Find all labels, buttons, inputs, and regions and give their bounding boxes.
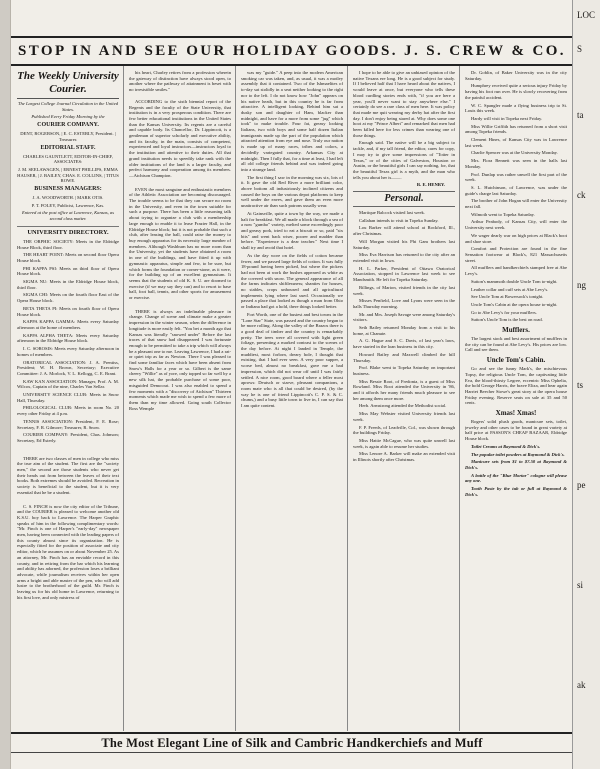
letter-paragraph: The first thing I saw in the morning was six, lots of it. It gave the old Red River a more brilliant color, above bottom all industriously inclined citizens and caused the boys on the various depot platforms to keep well under the eaves, and gave them an even more unattractive air than such patrons usually wear.	[241, 174, 343, 209]
editorial-paragraph: C. S. FINCH is now the city editor of the Tribune, and the COURIER is pleased to welcome another old K.S.U. boy back to Lawrence. The Harper Graphic speaks of him in the following complimentary words: "Mr. Finch is one of Harper's "early-day" newspaper men, having been connected with the leading papers of this county almost since its organization. He is especially fitted for the position of associate and city editor, which he assumes on or about November 25. As an attorney, Mr. Finch has an enviable record in this county, and in retiring from the bar which his learning and ability has adorned, the profession loses a brilliant advocate, while journalism receives within her open arms a bright and able master of the pen, who will add lustre to the brotherhood of the guild. Mr. Finch is leaving us for his old home in Lawrence, returning to his first love, and only mistress of	[17, 503, 119, 600]
personal-item: Billings, of Marion, visited friends in the city last week.	[353, 284, 455, 296]
column-1	[17, 70, 119, 730]
edge-fragment: ts	[577, 380, 584, 390]
personal-item: Miss Eva Harrison has returned to the city after an extended visit in Iowa.	[353, 252, 455, 263]
personal-item: Hardy will visit in Topeka next Friday.	[471, 115, 543, 121]
directory-entry: ORATORICAL ASSOCIATION: J. A. Prentiss, President; W. H. Brown, Secretary; Executive Committee: J. A. Morlock, V. L. Kellogg, C. E. Brant.	[17, 359, 119, 376]
letter-paragraph: was my "guide." A peep into the modern American smoking car was taken, and, as usual, it was a motley assembly that it contained. Two of the Ishmaelites of to-day sat stolidly in a seat neither looking to the right nor to the left. I do not know how "John" appears on his native heath, but in this country he is far from attractive. A intelligent looking, Behind him sat a dusky son and daughter of Ham, blacker than midnight, and have for a more from some "jug" which took" to make trouble. Four fat, greasy looking Italians, two with boys and some half dozen Italian immigrants made up the part of the population which attracted attention from eye and nose. Truly our nation is made up of many races, tribes and colors, a decidedly variegated country. Arkansas City at midnight. Then I fully that, for a time at least, I had left all old college friends behind and was indeed going into a strange land.	[241, 70, 343, 172]
personal-item: Callahan intends to visit in Topeka Sunday.	[359, 217, 439, 223]
directory-entry: TENNIS ASSOCIATION: President, F. E. Rose; Secretary, F. R. Gilmore; Treasurer, R. Snow.	[17, 418, 119, 430]
personal-item: Miss Willie Griffith has returned from a short visit among Topeka friends.	[465, 123, 567, 135]
business-managers-heading: BUSINESS MANAGERS:	[34, 186, 102, 193]
edge-fragment: ak	[577, 680, 586, 690]
edge-fragment: LOC	[577, 10, 595, 20]
personal-item: Mrs. Flora Bennett was seen in the halls last Monday.	[465, 158, 567, 169]
personal-item: We wager dearly war on high prices at Black's boot and shoe store.	[465, 232, 567, 244]
column-3	[241, 70, 343, 730]
associates: J. M. SEELAWAGEN, | ERNEST PHILLIPS, EMMA HAUSER, | J. BAILEY, CHAS. E. COLLINS, | TITUS ROWE.	[17, 166, 119, 184]
personal-item: See Uncle Tom at Bowersock's tonight.	[471, 294, 544, 300]
masthead-subtitle: The Largest College Journal Circulation in the United States.	[17, 101, 119, 112]
directory-entry: THE ORPHIC SOCIETY: Meets in the Eldridge House Block, third floor.	[17, 238, 119, 250]
editorial-paragraph: his heart, Charley retires from a profession wherein the gateway of distinction have always stood open, to another where the pathway of attainment is beset with no irresistible smiles."	[129, 70, 231, 93]
personal-heading: Personal.	[353, 191, 455, 207]
xmas-heading: Xmas! Xmas!	[495, 409, 537, 418]
personal-item: Prof. Dunlap was rather unwell the first part of the week.	[465, 171, 567, 183]
personal-item: Comfort and Protection are found in the fine Sensation footwear at Black's, 821 Massachusetts street.	[465, 246, 567, 263]
mufflers-heading: Mufflers.	[502, 326, 530, 335]
edge-fragment: ta	[577, 110, 584, 120]
edge-fragment: si	[577, 580, 584, 590]
letter-paragraph: I hope to be able to give an unbiased opinion of the native Texans ere long. He is a good subject for study. If I believed half that I have heard about the natives, I would leave at once, but everyone who tells these blood curdling stories ends with, "if you are here a year, you'll never want to stay anywhere else." I certainly do see a rare class of men here. It was policy that made me quit wearing my derby hat after the first day. I don't enjoy being stared at. Why does some one hoot at my "Prince Albert" and remarked that men had been killed here for less crimes than wearing one of those things.	[353, 70, 455, 138]
directory-entry: THE HEART POINT: Meets on second floor Opera House block.	[17, 252, 119, 263]
column-rule	[347, 66, 348, 731]
business-managers: J. A. WOODWORTH. | MARK OTIS.	[32, 195, 104, 201]
column-rule	[235, 66, 236, 731]
edge-fragment: ck	[577, 190, 586, 200]
letter-signature: R. E. HENRY.	[416, 182, 445, 188]
advertisement: Rogers' solid plush goods, manicure sets, toilet, jewelry and other cases to be found in great variety at half price at PASSON'S CHEAP BAZAAR, Eldridge House block.	[465, 419, 567, 442]
directory-entry: SIGMA CHI: Meets on the fourth floor East of the Opera House block.	[17, 292, 119, 304]
edge-fragment: pe	[577, 480, 586, 490]
personal-item: Herb. Armstrong attended the Methodist social.	[359, 403, 447, 409]
personal-item: Charlie Spencer was at the University Monday.	[471, 150, 558, 156]
personal-item: Miss Hattie McCague, who was quite unwell last week, is again able to resume her studies.	[353, 437, 455, 449]
editorial-paragraph: EVEN the most sanguine and enthusiastic members of the Athletic Association are becoming discouraged. The trouble seems to be that they can secure no room in the University, and even in the town suitable for such a purpose. There has been a little reasoning talk about trying to organize a club with a membership large enough to enable it to lease Frazier Hall, in the Eldridge House block; but it is not probable that such a club, after leasing the hall, could raise the money to buy enough apparatus for its necessity large number of members. Although Washburn has no more room than the University, yet the students have obtained a room in one of the buildings, and have fitted it up with gymnastic apparatus, simple and few, to be sure, but which forms the foundation or corner-stone, as it were, for the building up of an excellent gymnasium. It seems that the students of old K. S. U. are doomed to exercise (if we may say they can) and to resort to base ball, foot ball, tennis, and other sports for amusement or exercise.	[129, 186, 231, 301]
editorial-staff-heading: EDITORIAL STAFF.	[40, 144, 96, 151]
personal-item: W. C. Spangler made a flying business trip to St. Louis this week.	[465, 102, 567, 114]
directory-entry: COURIER COMPANY: President, Chas. Johnson; Secretary, Ed Esterly.	[17, 432, 119, 443]
personal-item: H. L. Parker, President of Ottawa Oratorical Association, stopped in Lawrence last week to see Mandsmith. He left for Topeka Saturday.	[353, 265, 455, 283]
personal-item: Sutton's mammoth double Uncle Tom to-night.	[471, 278, 558, 284]
column-5	[465, 70, 567, 730]
adjacent-page-edge	[572, 0, 600, 769]
directory-entry: SIGMA NU: Meets in the Eldridge House block, third floor.	[17, 279, 119, 290]
personal-item: Uncle Tom's Cabin at the opera house to-night.	[471, 301, 558, 307]
advertisement: Toilet Creams at Raymond & Dick's.	[471, 443, 541, 449]
personal-item: Miss Bessie Root, of Fredonia, is a guest of Miss Rowland. Miss Root attended the University in '86, and it affords her many friends much pleasure to see her among them once more.	[353, 378, 455, 401]
personal-item: Prof. Blake went to Topeka Saturday on important business.	[353, 365, 455, 376]
uncle-tom-heading: Uncle Tom's Cabin.	[486, 356, 546, 365]
personal-item: All mufflers and handkerchiefs stamped free at Abe Levy's.	[465, 265, 567, 277]
column-4	[353, 70, 455, 730]
directory-entry: PHI KAPPA PSI: Meets on third floor of Opera House block.	[17, 265, 119, 277]
editorial-paragraph: ACCORDING to the sixth biennial report of the Regents and the faculty of the State University, that institution is in a very prosperous condition. There are few better educational institutions in the United States than the Kansas University. Its regents are a careful and capable body. Its Chancellor, Dr. Lippincott, is a gentleman of superior scholarly and executive ability, and its faculty, in the main, consists of competent, experienced and loyal instructors—instructors loyal to the institution and attentive to their duties. All that grand institution needs to speedily take rank with the older institutions of the land is a larger faculty, and perfect harmony and cooperation among its members.—Atchison Champion.	[129, 98, 231, 178]
publicist: P. T. FOLEY, Publicist, Lawrence, Kas.	[31, 202, 105, 208]
holiday-goods-banner: STOP IN AND SEE OUR HOLIDAY GOODS. J. S. CREW & CO.	[11, 36, 573, 66]
newspaper-page	[10, 0, 574, 769]
letter-paragraph: As the day wore on the fields of cotton became fewer, and we passed large fields of cotton. It was fully 18-pound having been picked, but where the pickers had not been at work the bushes appeared as white as the covered with snow. The general appearance of all the farms indicates shiftlessness; shanties for houses, no stables, crops unhoused and all agricultural implements lying where last used. Occasionally we passed a place that looked as though a man from Ohio or Indiana had got a hold, there things looked better.	[241, 252, 343, 310]
personal-item: A. G. Hague and S. C. Davis, of last year's laws, have started in the loan business in this city.	[353, 338, 455, 350]
personal-item: Mr. and Mrs. Joseph Savage were among Saturday's visitors.	[353, 311, 455, 323]
column-rule	[459, 66, 460, 731]
masthead: The Weekly University Courier.	[17, 70, 119, 99]
officers: DENT, ROGERSON, | E. C. ESTERLY, President. | Treasurer.	[20, 131, 116, 142]
directory-entry: UNIVERSITY SCIENCE CLUB: Meets in Snow Hall, Thursday.	[17, 392, 119, 403]
editorial-paragraph: THERE is always an indefinable pleasure in change. Change of scene and climate make a greater impression in the winter season, when the difference in longitude is more easily felt. "You bet a month ago that Kansas was literally "snowed under" Before the last traces of that snow had disappeared I was fortunate enough to be permitted to take a trip which will always be a pleasant one to me. Leaving Lawrence, I had a rat-or quiet trip as far as Newton. There I was pleased to find some familiar faces which have been absent from Snow's Halls for a year or so. Gilbert is the same cheery "Willie" as of yore, only topped so far well by a new silk hat, the probable purchase of some poor, misguided Democrat. I was also enabled to spend a few moments with a "discovery of Atchison" Thirteen moments which made me wish to spend a few more of them than my time allowed. Going south Collector Ross Wemple	[129, 308, 231, 411]
personal-item: Leather collar and cuff sets at Abe Levy's.	[471, 286, 549, 292]
directory-entry: I. C. SOROSIS: Meets every Saturday afternoon in homes of members.	[17, 346, 119, 357]
column-2	[129, 70, 231, 730]
personal-item: Clement Hines, of Kansas City was in Lawrence last week.	[465, 137, 567, 148]
letter-paragraph: Fort Worth, one of the busiest and best towns in the "Lone Star" State, was passed and the country began to be more rolling. Along the valley of the Brazos there is a good deal of timber and the country is remarkably pretty. The trees were all covered with light green foliage, presenting a marked contrast to the scenes of the day before. At night I landed in Temple, the muddiest, most forlorn, dreary hole, I thought that existing, that I had ever seen. A very poor supper, a worse bed, almost no breakfast, gave me a bad impression, which did not wear off until I was fairly settled. A nice room, good board where a feller most aprows: Deutsch or starve, pleasant companions, a room mate who is all that could be desired, (by the way he is one of friend Lippincott's C. P. S. & C. chums,) and a busy little town to live in, I can say that I am quite content.	[241, 311, 343, 409]
chief-editor: CHARLES GAUNTLETT, EDITOR-IN-CHIEF, ASSOCIATES:	[22, 153, 114, 165]
personal-item: Miss Lenore A. Barker will make an extended visit in Illinois shortly after Christmas.	[353, 451, 455, 463]
personal-item: Miss May Webster visited University friends last week.	[353, 411, 455, 422]
directory-entry: KAW KAN ASSOCIATION: Manager, Prof. A. M. Wilcox, Captain of the nine, Charles Van Sellar.	[17, 378, 119, 390]
personal-item: S. L. Hutchinson, of Lawrence, was under the guide's charge last Saturday.	[465, 184, 567, 196]
letter-paragraph: Enough said. The native will be a big subject to tackle, and, if my tall friend, the editor, cares for copy, I may try to give some impressions of "Totter in Texas," or of the cities of Galveston, Houston or Austin, or the beautiful girls I can say nothing, for, that the beautiful Texas girl is a myth, and the man who tells you about her is——.	[353, 140, 455, 180]
advertisement: Tooth Paste by the tub or full at Raymond & Dick's.	[465, 486, 567, 497]
handkerchiefs-footer-ad: The Most Elegant Line of Silk and Cambric Handkerchiefs and Muff	[11, 732, 573, 753]
personal-item: Will Morgan visited his Phi Gam brothers last Saturday.	[353, 238, 455, 250]
publisher-note: Published Every Friday Morning by the	[31, 114, 105, 120]
personal-item: Humphrey received quite a serious injury Friday by having his foot run over. He is slowly recovering from the painful accident.	[465, 83, 567, 100]
personal-item: The brother of John Hogan will enter the University next fall.	[465, 198, 567, 210]
personal-item: Wilmoth went to Topeka Saturday.	[471, 211, 535, 217]
advertisement: Manicure sets from $1 to $7.50 at Raymond & Dick's.	[465, 459, 567, 470]
personal-item: Howard Bailey and Maxwell climbed the hill Thursday.	[353, 351, 455, 363]
directory-heading: UNIVERSITY DIRECTORY.	[17, 226, 119, 237]
personal-item: Arthur Peabody, of Kansas City, will enter the University next week.	[465, 219, 567, 231]
column-rule	[123, 66, 124, 731]
personal-item: Lou Barker will attend school at Rockford, Ill., after Christmas.	[353, 225, 455, 237]
entered-notice: Entered at the post office at Lawrence, Kansas, as second class matter.	[21, 210, 115, 222]
advertisement: A bottle of the "Blue Mortar" cologne will please any one.	[465, 472, 567, 484]
personal-item: F. P. Freeds, of Leadville, Col., was shown through the buildings Friday.	[353, 424, 455, 436]
editorial-paragraph: THERE are two classes of men in college who miss the true aim of the student. The first are the "society men," the second are those students who never get their heads out from between the leaves of their text books. Both extremes should be avoided. Recreation in society is beneficial to the student, but it is very essential that he be a student.	[17, 455, 119, 495]
edge-fragment: S	[577, 44, 583, 54]
directory-entry: BETA THETA PI: Meets on fourth floor of Opera House block.	[17, 305, 119, 317]
personal-item: Sutton's Uncle Tom is the best on road.	[471, 317, 543, 323]
personal-item: Dr. Goblin, of Baker University was in the city Saturday.	[465, 70, 567, 81]
directory-entry: KAPPA KAPPA GAMMA: Meets every Saturday afternoon at the home of members.	[17, 319, 119, 330]
personal-item: Martique Balcock visited last week.	[359, 210, 425, 216]
company-name: COURIER COMPANY.	[37, 122, 99, 129]
advertisement: The largest stock and best assortment of mufflers in the city can be found at Abe Levy's. His prices are low. Call and see them.	[465, 336, 567, 353]
edge-fragment: ng	[577, 280, 586, 290]
personal-item: Seth Bailey returned Monday from a visit to his home, at Chanute.	[353, 325, 455, 336]
personal-item: Misses Penfield, Love and Lyons were seen in the halls Thursday morning.	[353, 298, 455, 309]
directory-entry: KAPPA ALPHA THETA: Meets every Saturday afternoon in the Eldridge House block.	[17, 332, 119, 344]
advertisement: The popular toilet powders at Raymond & Dick's.	[471, 451, 565, 457]
directory-entry: PHILOLOGICAL CLUB: Meets in room No. 20 every other Friday at 4 p.m.	[17, 405, 119, 417]
personal-item: Go to Abe Levy's for your mufflers.	[471, 309, 537, 315]
letter-paragraph: At Gainsville, quite a town by the way, we made a halt for breakfast. We all made a block through a sea of a now "gumbo" variety, melted some exceedingly poor and greasy pork, tried to eat a biscuit or so, paid "six bits" and went back wiser, poorer and madder than before. "Experience is a dear teacher." Next time I shall try and avoid that hotel.	[241, 210, 343, 251]
advertisement: Go and see the funny Mark's, the mischievous Topsy, the religious Uncle Tom, the captivating little Eva, the blood-thirsty Legree, eccentric Miss Ophelia, the bold George Harris, the brave Eliza, and hear again Harriet Beecher Stowe's great story at the opera house Friday evening. Reserve seats on sale at 35 and 50 cents.	[465, 366, 567, 406]
